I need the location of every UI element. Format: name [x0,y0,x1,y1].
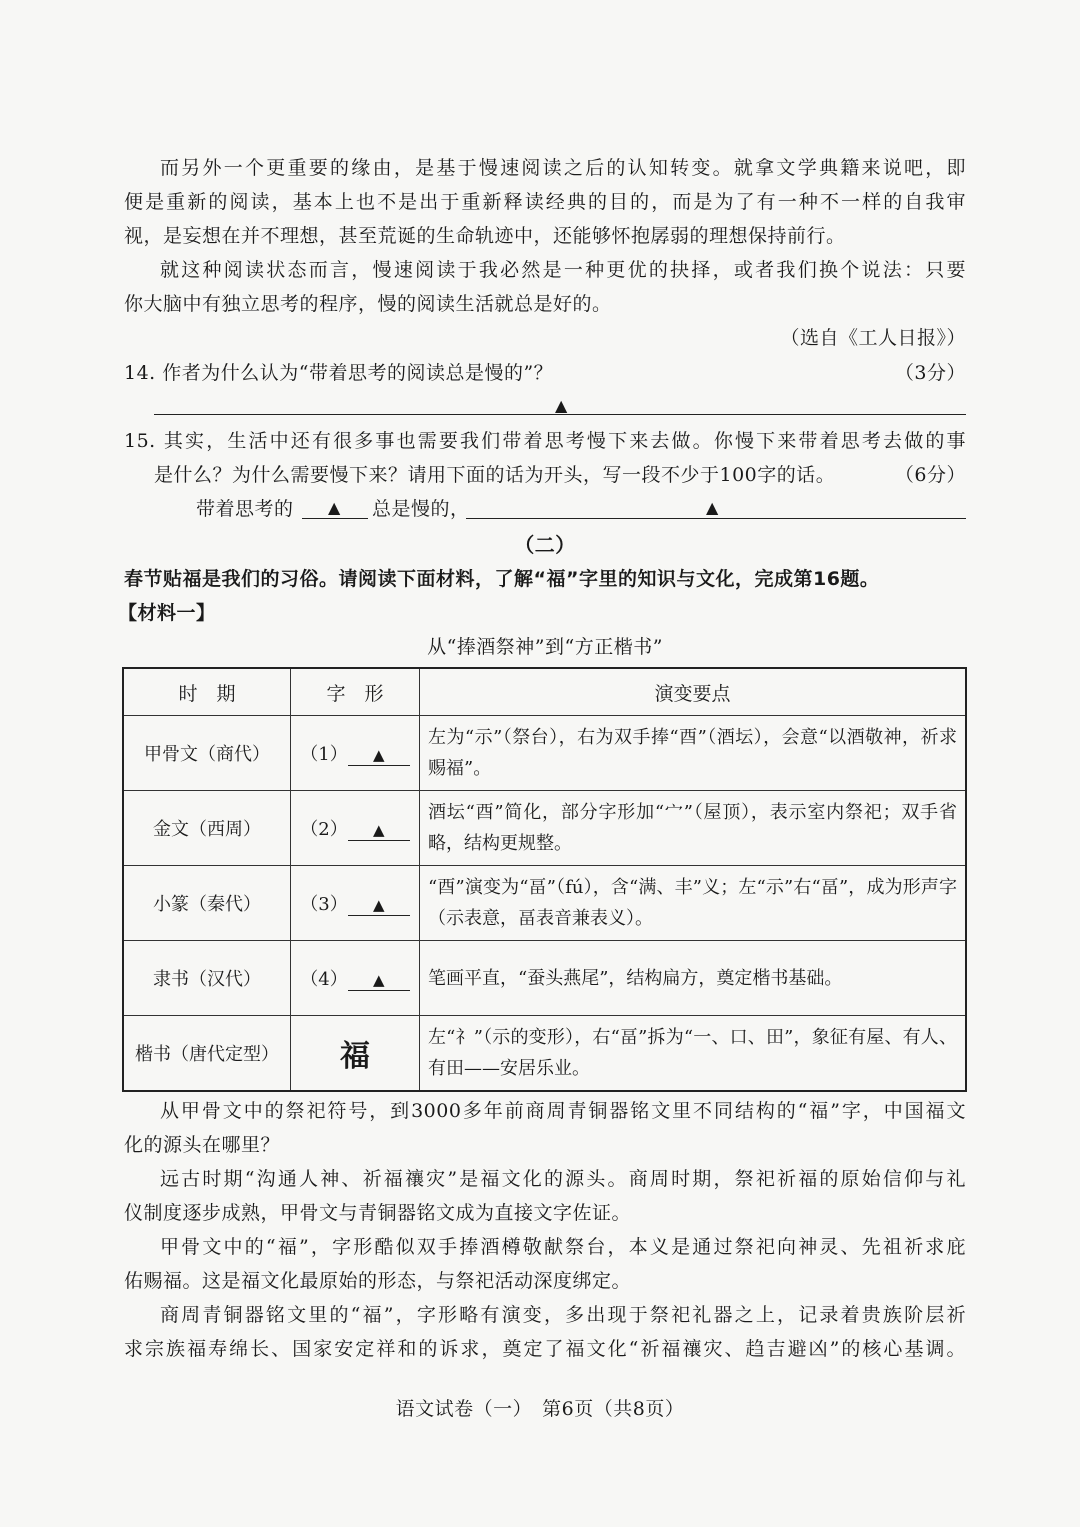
blank-label: （2） [300,819,348,840]
table-header-row [123,668,966,716]
question-15-blank-2[interactable] [466,518,966,519]
row-period: 小篆（秦代） [123,866,291,941]
after-p2-line2: 仪制度逐步成熟，甲骨文与青铜器铭文成为直接文字佐证。 [124,1202,632,1224]
passage-p2-line2: 你大脑中有独立思考的程序，慢的阅读生活就总是好的。 [124,293,612,315]
material-one-label: 【材料一】 [118,602,216,624]
question-15-prompt-start: 带着思考的 [196,498,294,520]
after-p3-line2: 佑赐福。这是福文化最原始的形态，与祭祀活动深度绑定。 [124,1270,632,1292]
row-period: 金文（西周） [123,791,291,866]
row-period: 隶书（汉代） [123,941,291,1016]
after-p1-line1: 从甲骨文中的祭祀符号，到3000多年前商周青铜器铭文里不同结构的“福”字，中国福文 [160,1100,966,1122]
row-glyph-blank[interactable] [291,866,420,941]
question-15-blank-1[interactable] [302,518,368,519]
page-footer: 语文试卷（一） 第6页（共8页） [395,1398,685,1420]
row-glyph-blank[interactable] [291,716,420,791]
triangle-icon: ▲ [348,970,410,991]
header-period: 时 期 [123,668,291,716]
row-glyph [291,1016,420,1092]
question-14-triangle-icon: ▲ [555,396,568,415]
row-point: 笔画平直，“蚕头燕尾”，结构扁方，奠定楷书基础。 [420,941,967,1016]
table-row [123,1016,966,1092]
section-two-heading: （二） [514,533,576,557]
row-point: 左“礻”（示的变形），右“畐”拆为“一、口、田”，象征有屋、有人、有田——安居乐业。 [420,1016,967,1092]
after-p1-line2: 化的源头在哪里？ [124,1134,281,1156]
question-15-line1: 15. 其实，生活中还有很多事也需要我们带着思考慢下来去做。你慢下来带着思考去做的事 [124,430,966,452]
table-row [123,716,966,791]
blank-label: （1） [300,744,348,765]
passage-p1-line1: 而另外一个更重要的缘由，是基于慢速阅读之后的认知转变。就拿文学典籍来说吧，即 [160,157,966,179]
triangle-icon: ▲ [348,820,410,841]
header-points: 演变要点 [420,668,967,716]
question-15-line2: 是什么？为什么需要慢下来？请用下面的话为开头，写一段不少于100字的话。 [154,464,836,486]
passage-p1-line2: 便是重新的阅读，基本上也不是出于重新释读经典的目的，而是为了有一种不一样的自我审 [124,191,966,213]
table-title: 从“捧酒祭神”到“方正楷书” [427,636,663,658]
question-14-score: （3分） [894,362,966,384]
after-p2-line1: 远古时期“沟通人神、祈福禳灾”是福文化的源头。商周时期，祭祀祈福的原始信仰与礼 [160,1168,966,1190]
question-15-prompt-mid: 总是慢的， [372,498,470,520]
table-row [123,791,966,866]
row-point: 左为“示”（祭台），右为双手捧“酉”（酒坛），会意“以酒敬神，祈求赐福”。 [420,716,967,791]
table-row [123,866,966,941]
row-glyph-blank[interactable] [291,791,420,866]
section-two-intro: 春节贴福是我们的习俗。请阅读下面材料，了解“福”字里的知识与文化，完成第16题。 [124,568,880,590]
blank-label: （3） [300,894,348,915]
passage-p2-line1: 就这种阅读状态而言，慢速阅读于我必然是一种更优的抉择，或者我们换个说法：只要 [160,259,966,281]
row-point: “酉”演变为“畐”（fú），含“满、丰”义；左“示”右“畐”，成为形声字（示表意，畐表音兼表义）。 [420,866,967,941]
question-15-score: （6分） [894,464,966,486]
table-row [123,941,966,1016]
question-14-text: 14. 作者为什么认为“带着思考的阅读总是慢的”？ [124,362,554,384]
row-glyph-blank[interactable] [291,941,420,1016]
fu-character: 福 [340,1039,370,1074]
header-glyph: 字 形 [291,668,420,716]
row-period: 楷书（唐代定型） [123,1016,291,1092]
triangle-icon: ▲ [348,745,410,766]
row-period: 甲骨文（商代） [123,716,291,791]
after-p4-line1: 商周青铜器铭文里的“福”，字形略有演变，多出现于祭祀礼器之上，记录着贵族阶层祈 [160,1304,966,1326]
fu-evolution-table [122,667,967,1092]
row-point: 酒坛“酉”简化，部分字形加“宀”（屋顶），表示室内祭祀；双手省略，结构更规整。 [420,791,967,866]
after-p3-line1: 甲骨文中的“福”，字形酷似双手捧酒樽敬献祭台，本义是通过祭祀向神灵、先祖祈求庇 [160,1236,966,1258]
triangle-icon: ▲ [348,895,410,916]
blank-label: （4） [300,969,348,990]
passage-source: （选自《工人日报》） [780,327,966,349]
question-15-triangle-icon-2: ▲ [706,498,719,517]
after-p4-line2: 求宗族福寿绵长、国家安定祥和的诉求，奠定了福文化“祈福禳灾、趋吉避凶”的核心基调。 [124,1338,966,1360]
passage-p1-line3: 视，是妄想在并不理想，甚至荒诞的生命轨迹中，还能够怀抱孱弱的理想保持前行。 [124,225,846,247]
question-15-triangle-icon-1: ▲ [328,498,341,517]
